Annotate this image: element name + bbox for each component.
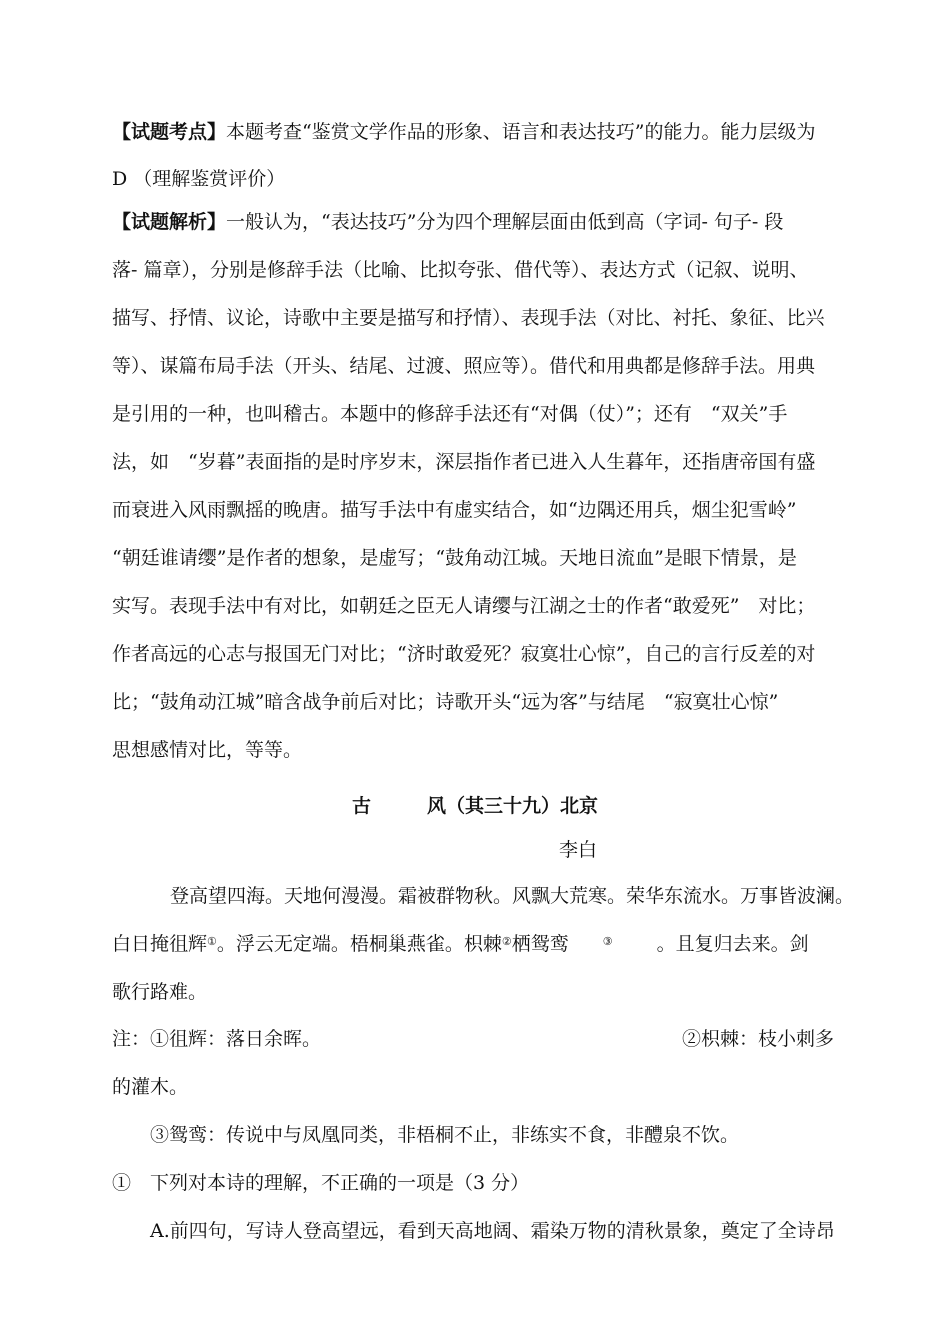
poem-line-3: 歌行路难。 — [112, 981, 208, 1003]
kaodian-line-2: D （理解鉴赏评价） — [112, 168, 286, 190]
poem-title-part2: 风（其三十九）北京 — [427, 795, 599, 817]
footnote-mark: ② — [501, 935, 512, 948]
note-2: ②枳棘：枝小刺多 — [682, 1028, 835, 1050]
note-3: ③鸳鸾：传说中与凤凰同类，非梧桐不止，非练实不食，非醴泉不饮。 — [150, 1124, 740, 1146]
jiexi-text: 一般认为，“表达技巧”分为四个理解层面由低到高（字词- 句子- 段 — [226, 211, 784, 233]
jiexi-paragraph-line: 法，如 “岁暮”表面指的是时序岁末，深层指作者已进入人生暮年，还指唐帝国有盛 — [112, 451, 816, 473]
jiexi-line — [112, 210, 842, 234]
footnote-mark: ③ — [602, 935, 613, 948]
poem-line-2 — [112, 932, 842, 956]
jiexi-tag: 【试题解析】 — [112, 211, 227, 233]
question-stem: ① 下列对本诗的理解，不正确的一项是（3 分） — [112, 1172, 530, 1194]
jiexi-paragraph-line: 描写、抒情、议论，诗歌中主要是描写和抒情）、表现手法（对比、衬托、象征、比兴 — [112, 307, 825, 329]
jiexi-paragraph-line: 作者高远的心志与报国无门对比；“济时敢爱死？寂寞壮心惊”，自己的言行反差的对 — [112, 643, 816, 665]
footnote-mark: ① — [207, 935, 217, 948]
poem-line-1: 登高望四海。天地何漫漫。霜被群物秋。风飘大荒寒。荣华东流水。万事皆波澜。 — [170, 885, 855, 907]
jiexi-paragraph-line: 是引用的一种，也叫稽古。本题中的修辞手法还有“对偶（仗）”；还有 “双关”手 — [112, 403, 788, 425]
kaodian-line — [112, 120, 842, 144]
jiexi-paragraph-line: 思想感情对比，等等。 — [112, 739, 303, 761]
kaodian-tag: 【试题考点】 — [112, 121, 227, 143]
note-1: 注：①徂辉：落日余晖。 — [112, 1028, 322, 1050]
poem-text: 。且复归去来。剑 — [656, 933, 809, 955]
jiexi-paragraph-line: 等）、谋篇布局手法（开头、结尾、过渡、照应等）。借代和用典都是修辞手法。用典 — [112, 355, 816, 377]
jiexi-paragraph-line: 而衰进入风雨飘摇的晚唐。描写手法中有虚实结合，如“边隅还用兵，烟尘犯雪岭” — [112, 499, 797, 521]
poem-text: 栖鸳鸾 — [511, 933, 569, 955]
jiexi-paragraph-line: “朝廷谁请缨”是作者的想象，是虚写；“鼓角动江城。天地日流血”是眼下情景，是 — [112, 547, 797, 569]
note-2-continued: 的灌木。 — [112, 1076, 189, 1098]
jiexi-paragraph-line: 比；“鼓角动江城”暗含战争前后对比；诗歌开头“远为客”与结尾 “寂寞壮心惊” — [112, 691, 779, 713]
kaodian-text: 本题考查“鉴赏文学作品的形象、语言和表达技巧”的能力。能力层级为 — [226, 121, 816, 143]
jiexi-paragraph-line: 实写。表现手法中有对比，如朝廷之臣无人请缨与江湖之士的作者“敢爱死” 对比； — [112, 595, 816, 617]
poem-text: 。浮云无定端。梧桐巢燕雀。枳棘 — [216, 933, 502, 955]
jiexi-paragraph-line: 落- 篇章），分别是修辞手法（比喻、比拟夸张、借代等）、表达方式（记叙、说明、 — [112, 259, 809, 281]
question-option-a: A.前四句，写诗人登高望远，看到天高地阔、霜染万物的清秋景象，奠定了全诗昂 — [150, 1220, 835, 1242]
poem-text: 白日掩徂辉 — [112, 933, 208, 955]
poem-title-part1: 古 — [352, 795, 372, 817]
poem-author: 李白 — [559, 839, 598, 861]
